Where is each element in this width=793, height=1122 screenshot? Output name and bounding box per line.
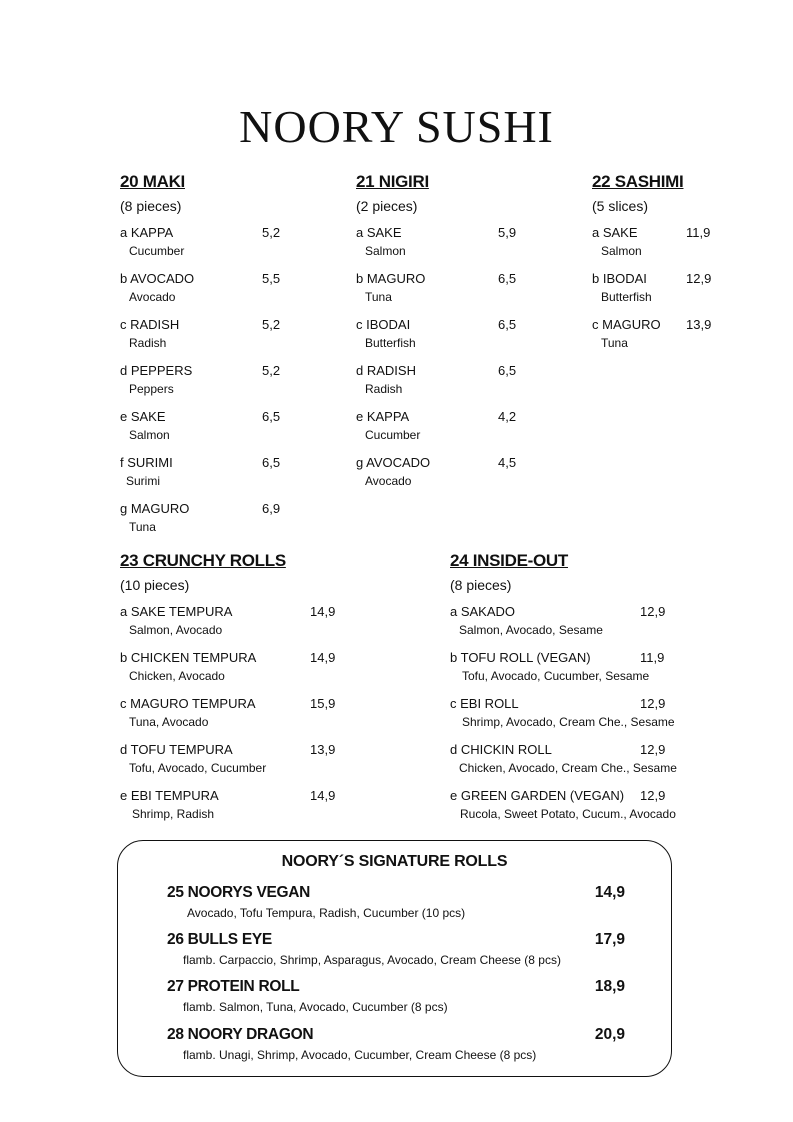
menu-item <box>120 317 320 363</box>
section-title: 21 NIGIRI <box>356 172 429 191</box>
item-name: d TOFU TEMPURA <box>120 742 233 757</box>
menu-item <box>592 225 732 271</box>
item-description: Tuna <box>365 290 392 304</box>
section-maki <box>120 170 320 547</box>
menu-item <box>120 696 380 742</box>
menu-item <box>120 501 320 547</box>
item-description: Shrimp, Avocado, Cream Che., Sesame <box>462 715 675 729</box>
section-nigiri <box>356 170 556 501</box>
menu-item <box>120 225 320 271</box>
signature-item-price: 20,9 <box>594 1026 625 1043</box>
item-price: 6,5 <box>262 409 281 424</box>
item-description: Avocado <box>129 290 176 304</box>
item-list <box>592 225 732 363</box>
menu-item <box>592 271 732 317</box>
item-name: e SAKE <box>120 409 166 424</box>
menu-item <box>356 271 556 317</box>
item-price: 5,2 <box>262 363 281 378</box>
item-price: 14,9 <box>310 604 336 619</box>
menu-item <box>120 650 380 696</box>
menu-item <box>356 455 556 501</box>
item-price: 5,2 <box>262 225 281 240</box>
item-description: Salmon, Avocado <box>129 623 223 637</box>
item-list <box>120 225 320 547</box>
item-price: 12,9 <box>640 788 666 803</box>
item-name: d CHICKIN ROLL <box>450 742 552 757</box>
menu-item <box>356 317 556 363</box>
item-description: Radish <box>365 382 403 396</box>
item-description: Salmon <box>601 244 642 258</box>
menu-item <box>450 742 720 788</box>
item-description: Tofu, Avocado, Cucumber <box>129 761 267 775</box>
menu-title: NOORY SUSHI <box>239 101 554 152</box>
section-subtitle: (8 pieces) <box>450 577 512 593</box>
item-description: Shrimp, Radish <box>132 807 215 821</box>
item-name: a SAKE TEMPURA <box>120 604 233 619</box>
item-price: 12,9 <box>686 271 712 286</box>
menu-item <box>356 409 556 455</box>
signature-rolls-box <box>117 840 672 1077</box>
menu-item <box>450 788 720 834</box>
signature-item-price: 14,9 <box>594 884 625 901</box>
item-price: 12,9 <box>640 604 666 619</box>
item-price: 12,9 <box>640 696 666 711</box>
item-description: Chicken, Avocado <box>129 669 225 683</box>
signature-item-name: 25 NOORYS VEGAN <box>167 884 311 901</box>
item-description: Peppers <box>129 382 174 396</box>
item-name: e GREEN GARDEN (VEGAN) <box>450 788 625 803</box>
menu-item <box>120 271 320 317</box>
section-sashimi <box>592 170 732 363</box>
item-description: Tofu, Avocado, Cucumber, Sesame <box>462 669 650 683</box>
item-price: 6,9 <box>262 501 281 516</box>
item-name: g MAGURO <box>120 501 190 516</box>
section-title: 22 SASHIMI <box>592 172 684 191</box>
item-name: g AVOCADO <box>356 455 431 470</box>
signature-item-price: 18,9 <box>594 978 625 995</box>
section-title: 23 CRUNCHY ROLLS <box>120 551 286 570</box>
signature-item <box>167 884 625 928</box>
item-price: 6,5 <box>262 455 281 470</box>
section-inside-out <box>450 549 720 834</box>
item-description: Tuna, Avocado <box>129 715 209 729</box>
item-price: 11,9 <box>686 225 711 240</box>
section-crunchy-rolls <box>120 549 380 834</box>
item-name: a SAKE <box>592 225 638 240</box>
item-price: 15,9 <box>310 696 336 711</box>
signature-item <box>167 931 625 975</box>
menu-item <box>592 317 732 363</box>
menu-item <box>356 225 556 271</box>
item-name: f SURIMI <box>120 455 173 470</box>
signature-item-name: 28 NOORY DRAGON <box>167 1026 314 1043</box>
item-name: d PEPPERS <box>120 363 193 378</box>
signature-item-price: 17,9 <box>594 931 625 948</box>
item-price: 6,5 <box>498 363 517 378</box>
signature-item-description: flamb. Carpaccio, Shrimp, Asparagus, Avocado, Cream Cheese (8 pcs) <box>183 953 561 967</box>
item-description: Salmon <box>365 244 406 258</box>
item-name: e KAPPA <box>356 409 410 424</box>
item-description: Salmon, Avocado, Sesame <box>459 623 603 637</box>
signature-item-description: flamb. Unagi, Shrimp, Avocado, Cucumber, Cream Cheese (8 pcs) <box>183 1048 537 1062</box>
signature-title: NOORY´S SIGNATURE ROLLS <box>281 853 508 870</box>
item-price: 11,9 <box>640 650 665 665</box>
item-description: Tuna <box>129 520 156 534</box>
menu-item <box>356 363 556 409</box>
item-description: Surimi <box>126 474 161 488</box>
menu-item <box>120 742 380 788</box>
item-price: 13,9 <box>686 317 712 332</box>
item-name: a KAPPA <box>120 225 174 240</box>
item-name: a SAKADO <box>450 604 516 619</box>
item-name: b TOFU ROLL (VEGAN) <box>450 650 591 665</box>
menu-item <box>120 604 380 650</box>
item-description: Chicken, Avocado, Cream Che., Sesame <box>459 761 677 775</box>
section-title: 24 INSIDE-OUT <box>450 551 568 570</box>
item-name: d RADISH <box>356 363 416 378</box>
item-price: 4,2 <box>498 409 517 424</box>
item-list <box>120 604 380 834</box>
item-price: 5,9 <box>498 225 517 240</box>
menu-item <box>120 363 320 409</box>
item-price: 5,5 <box>262 271 281 286</box>
item-description: Cucumber <box>129 244 185 258</box>
item-name: b AVOCADO <box>120 271 195 286</box>
section-subtitle: (5 slices) <box>592 198 649 214</box>
item-description: Butterfish <box>601 290 652 304</box>
item-price: 14,9 <box>310 788 336 803</box>
item-description: Avocado <box>365 474 412 488</box>
section-subtitle: (10 pieces) <box>120 577 190 593</box>
item-price: 5,2 <box>262 317 281 332</box>
item-description: Tuna <box>601 336 628 350</box>
item-description: Rucola, Sweet Potato, Cucum., Avocado <box>460 807 676 821</box>
signature-item-name: 26 BULLS EYE <box>167 931 272 948</box>
menu-item <box>450 650 720 696</box>
menu-item <box>120 409 320 455</box>
signature-item-name: 27 PROTEIN ROLL <box>167 978 300 995</box>
signature-item-description: flamb. Salmon, Tuna, Avocado, Cucumber (8 pcs) <box>183 1000 448 1014</box>
menu-item <box>120 788 380 834</box>
item-name: c MAGURO <box>592 317 661 332</box>
item-name: b CHICKEN TEMPURA <box>120 650 257 665</box>
item-name: e EBI TEMPURA <box>120 788 219 803</box>
item-name: c RADISH <box>120 317 180 332</box>
item-price: 13,9 <box>310 742 336 757</box>
item-price: 6,5 <box>498 271 517 286</box>
item-name: b MAGURO <box>356 271 426 286</box>
item-name: c MAGURO TEMPURA <box>120 696 256 711</box>
item-description: Cucumber <box>365 428 421 442</box>
item-price: 12,9 <box>640 742 666 757</box>
item-name: a SAKE <box>356 225 402 240</box>
item-name: c IBODAI <box>356 317 411 332</box>
item-description: Radish <box>129 336 167 350</box>
item-price: 14,9 <box>310 650 336 665</box>
item-name: b IBODAI <box>592 271 647 286</box>
menu-item <box>450 604 720 650</box>
item-description: Salmon <box>129 428 170 442</box>
item-name: c EBI ROLL <box>450 696 519 711</box>
item-price: 6,5 <box>498 317 517 332</box>
section-subtitle: (8 pieces) <box>120 198 182 214</box>
signature-item <box>167 1026 625 1070</box>
signature-item <box>167 978 625 1022</box>
item-list <box>450 604 720 834</box>
menu-item <box>120 455 320 501</box>
section-title: 20 MAKI <box>120 172 185 191</box>
signature-item-description: Avocado, Tofu Tempura, Radish, Cucumber (10 pcs) <box>187 906 466 920</box>
item-list <box>356 225 556 501</box>
menu-item <box>450 696 720 742</box>
item-description: Butterfish <box>365 336 416 350</box>
item-price: 4,5 <box>498 455 517 470</box>
section-subtitle: (2 pieces) <box>356 198 418 214</box>
